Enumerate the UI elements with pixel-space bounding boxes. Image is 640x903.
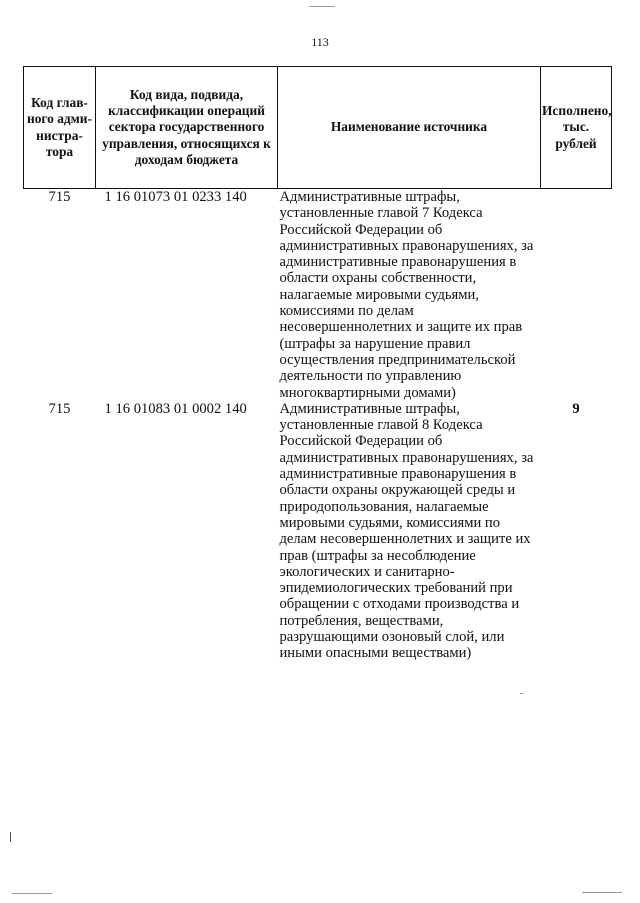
scan-artifact — [12, 893, 52, 894]
revenue-sources-table — [23, 66, 612, 662]
table-header — [24, 67, 612, 189]
page-number: 113 — [311, 35, 329, 49]
table-row — [24, 189, 612, 401]
table-body — [24, 189, 612, 662]
admin-code-cell: 715 — [48, 189, 71, 205]
source-name-cell: Административные штрафы, установленные главой 8 Кодекса Российской Федерации об административных правонарушениях, за административные правонарушения в области охраны окружающей среды и природопользования, налагаемые мировыми судьями, комиссиями по делам несовершеннолетних и защите их прав (штрафы за несоблюдение экологических и санитарно-эпидемиологических требований при обращении с отходами производства и потребления, веществами, разрушающими озоновый слой, или иными опасными веществами) — [279, 400, 534, 662]
header-source-name: Наименование источника — [278, 67, 541, 189]
amount-cell — [541, 189, 612, 401]
header-amount: Исполнено, тыс. рублей — [541, 67, 612, 189]
scan-artifact — [10, 832, 11, 842]
header-row — [24, 67, 612, 189]
header-admin-code: Код глав-ного адми-нистра-тора — [24, 67, 96, 189]
amount-cell: 9 — [572, 400, 580, 417]
header-kbk-code: Код вида, подвида, классификации операций сектора государственного управления, относящихся к доходам бюджета — [96, 67, 278, 189]
table-row — [24, 401, 612, 662]
scan-artifact — [309, 6, 335, 7]
kbk-code-cell: 1 16 01083 01 0002 140 — [104, 400, 247, 417]
kbk-code-cell: 1 16 01073 01 0233 140 — [104, 189, 247, 205]
source-name-cell: Административные штрафы, установленные главой 7 Кодекса Российской Федерации об административных правонарушениях, за административные правонарушения в области охраны собственности, налагаемые мировыми судьями, комиссиями по делам несовершеннолетних и защите их прав (штрафы за нарушение правил осуществления предпринимательской деятельности по управлению многоквартирными домами) — [279, 189, 534, 401]
scan-artifact — [582, 892, 622, 893]
scan-artifact — [520, 693, 523, 694]
admin-code-cell: 715 — [48, 400, 71, 417]
